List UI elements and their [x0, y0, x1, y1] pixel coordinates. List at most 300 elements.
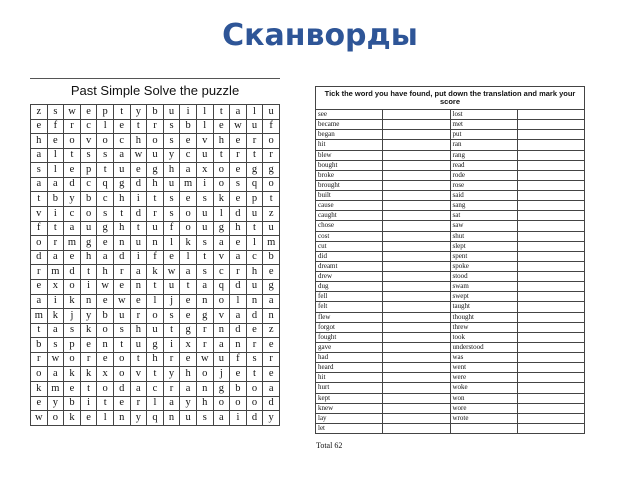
grid-cell[interactable]: t	[47, 221, 64, 236]
translation-cell[interactable]	[517, 180, 584, 190]
grid-cell[interactable]: e	[230, 134, 247, 149]
translation-cell[interactable]	[383, 423, 450, 433]
translation-cell[interactable]	[383, 312, 450, 322]
grid-cell[interactable]: t	[147, 279, 164, 294]
grid-cell[interactable]: a	[130, 381, 147, 396]
translation-cell[interactable]	[383, 130, 450, 140]
translation-cell[interactable]	[383, 363, 450, 373]
grid-cell[interactable]: r	[246, 134, 263, 149]
grid-cell[interactable]: g	[263, 163, 280, 178]
grid-cell[interactable]: d	[230, 279, 247, 294]
grid-cell[interactable]: l	[196, 105, 213, 120]
translation-cell[interactable]	[383, 201, 450, 211]
grid-cell[interactable]: y	[47, 396, 64, 411]
grid-cell[interactable]: s	[163, 119, 180, 134]
grid-cell[interactable]: w	[97, 279, 114, 294]
grid-cell[interactable]: i	[180, 105, 197, 120]
grid-cell[interactable]: s	[64, 323, 81, 338]
grid-cell[interactable]: o	[230, 396, 247, 411]
translation-cell[interactable]	[517, 191, 584, 201]
grid-cell[interactable]: c	[113, 134, 130, 149]
grid-cell[interactable]: f	[147, 250, 164, 265]
translation-cell[interactable]	[383, 180, 450, 190]
grid-cell[interactable]: r	[47, 236, 64, 251]
translation-cell[interactable]	[517, 342, 584, 352]
grid-cell[interactable]: e	[263, 265, 280, 280]
grid-cell[interactable]: h	[147, 352, 164, 367]
grid-cell[interactable]: n	[80, 294, 97, 309]
grid-cell[interactable]: e	[31, 279, 48, 294]
grid-cell[interactable]: i	[230, 411, 247, 426]
grid-cell[interactable]: s	[246, 352, 263, 367]
grid-cell[interactable]: c	[80, 177, 97, 192]
grid-cell[interactable]: d	[230, 207, 247, 222]
grid-cell[interactable]: e	[163, 250, 180, 265]
translation-cell[interactable]	[517, 221, 584, 231]
grid-cell[interactable]: h	[196, 396, 213, 411]
grid-cell[interactable]: g	[213, 381, 230, 396]
grid-cell[interactable]: k	[64, 367, 81, 382]
grid-cell[interactable]: o	[97, 323, 114, 338]
grid-cell[interactable]: e	[97, 294, 114, 309]
grid-cell[interactable]: o	[64, 134, 81, 149]
grid-cell[interactable]: o	[97, 381, 114, 396]
translation-cell[interactable]	[383, 120, 450, 130]
grid-cell[interactable]: e	[213, 119, 230, 134]
grid-cell[interactable]: s	[196, 192, 213, 207]
translation-cell[interactable]	[383, 332, 450, 342]
grid-cell[interactable]: a	[213, 338, 230, 353]
grid-cell[interactable]: g	[263, 279, 280, 294]
grid-cell[interactable]: b	[31, 338, 48, 353]
translation-cell[interactable]	[517, 302, 584, 312]
translation-cell[interactable]	[383, 221, 450, 231]
grid-cell[interactable]: w	[113, 294, 130, 309]
grid-cell[interactable]: b	[97, 309, 114, 324]
grid-cell[interactable]: a	[196, 279, 213, 294]
grid-cell[interactable]: d	[130, 177, 147, 192]
grid-cell[interactable]: t	[31, 323, 48, 338]
translation-cell[interactable]	[383, 191, 450, 201]
grid-cell[interactable]: k	[180, 236, 197, 251]
grid-cell[interactable]: i	[47, 294, 64, 309]
grid-cell[interactable]: t	[246, 221, 263, 236]
translation-cell[interactable]	[517, 170, 584, 180]
translation-cell[interactable]	[517, 363, 584, 373]
grid-cell[interactable]: w	[47, 352, 64, 367]
grid-cell[interactable]: h	[213, 134, 230, 149]
translation-cell[interactable]	[517, 423, 584, 433]
translation-cell[interactable]	[517, 393, 584, 403]
grid-cell[interactable]: x	[47, 279, 64, 294]
grid-cell[interactable]: i	[47, 207, 64, 222]
grid-cell[interactable]: q	[147, 411, 164, 426]
grid-cell[interactable]: v	[130, 367, 147, 382]
grid-cell[interactable]: e	[31, 396, 48, 411]
grid-cell[interactable]: p	[97, 105, 114, 120]
grid-cell[interactable]: s	[113, 323, 130, 338]
grid-cell[interactable]: h	[180, 367, 197, 382]
grid-cell[interactable]: e	[80, 338, 97, 353]
grid-cell[interactable]: h	[163, 163, 180, 178]
grid-cell[interactable]: n	[163, 411, 180, 426]
translation-cell[interactable]	[517, 322, 584, 332]
grid-cell[interactable]: u	[113, 163, 130, 178]
grid-cell[interactable]: d	[113, 381, 130, 396]
grid-cell[interactable]: x	[180, 338, 197, 353]
grid-cell[interactable]: n	[130, 279, 147, 294]
translation-cell[interactable]	[383, 322, 450, 332]
grid-cell[interactable]: e	[263, 338, 280, 353]
grid-cell[interactable]: l	[246, 236, 263, 251]
grid-cell[interactable]: v	[213, 250, 230, 265]
grid-cell[interactable]: l	[97, 411, 114, 426]
grid-cell[interactable]: c	[64, 207, 81, 222]
grid-cell[interactable]: e	[64, 381, 81, 396]
grid-cell[interactable]: a	[163, 396, 180, 411]
grid-cell[interactable]: d	[31, 250, 48, 265]
grid-cell[interactable]: m	[64, 236, 81, 251]
grid-cell[interactable]: r	[80, 352, 97, 367]
grid-cell[interactable]: f	[230, 352, 247, 367]
grid-cell[interactable]: b	[64, 396, 81, 411]
grid-cell[interactable]: p	[80, 163, 97, 178]
grid-cell[interactable]: o	[213, 163, 230, 178]
grid-cell[interactable]: h	[246, 265, 263, 280]
grid-cell[interactable]: o	[246, 396, 263, 411]
grid-cell[interactable]: w	[230, 119, 247, 134]
grid-cell[interactable]: y	[80, 309, 97, 324]
grid-cell[interactable]: g	[97, 221, 114, 236]
grid-cell[interactable]: p	[64, 338, 81, 353]
grid-cell[interactable]: r	[163, 352, 180, 367]
grid-cell[interactable]: d	[64, 265, 81, 280]
grid-cell[interactable]: h	[147, 177, 164, 192]
grid-cell[interactable]: c	[180, 148, 197, 163]
grid-cell[interactable]: w	[130, 148, 147, 163]
grid-cell[interactable]: s	[97, 207, 114, 222]
grid-cell[interactable]: o	[263, 177, 280, 192]
grid-cell[interactable]: e	[246, 323, 263, 338]
grid-cell[interactable]: u	[163, 105, 180, 120]
grid-cell[interactable]: t	[213, 105, 230, 120]
grid-cell[interactable]: n	[196, 381, 213, 396]
grid-cell[interactable]: e	[263, 367, 280, 382]
grid-cell[interactable]: m	[47, 265, 64, 280]
grid-cell[interactable]: s	[47, 338, 64, 353]
grid-cell[interactable]: s	[31, 163, 48, 178]
grid-cell[interactable]: p	[246, 192, 263, 207]
grid-cell[interactable]: d	[246, 411, 263, 426]
grid-cell[interactable]: t	[113, 338, 130, 353]
grid-cell[interactable]: h	[97, 265, 114, 280]
grid-cell[interactable]: o	[31, 236, 48, 251]
grid-cell[interactable]: y	[64, 192, 81, 207]
grid-cell[interactable]: c	[80, 119, 97, 134]
grid-cell[interactable]: c	[246, 250, 263, 265]
grid-cell[interactable]: s	[163, 207, 180, 222]
grid-cell[interactable]: d	[130, 207, 147, 222]
grid-cell[interactable]: g	[213, 221, 230, 236]
grid-cell[interactable]: a	[31, 177, 48, 192]
grid-cell[interactable]: o	[64, 352, 81, 367]
grid-cell[interactable]: o	[113, 367, 130, 382]
grid-cell[interactable]: r	[196, 338, 213, 353]
grid-cell[interactable]: l	[97, 119, 114, 134]
grid-cell[interactable]: a	[263, 294, 280, 309]
grid-cell[interactable]: q	[246, 177, 263, 192]
grid-cell[interactable]: r	[246, 338, 263, 353]
grid-cell[interactable]: o	[213, 177, 230, 192]
grid-cell[interactable]: m	[47, 381, 64, 396]
grid-cell[interactable]: h	[130, 323, 147, 338]
grid-cell[interactable]: t	[130, 352, 147, 367]
grid-cell[interactable]: q	[97, 177, 114, 192]
grid-cell[interactable]: u	[163, 279, 180, 294]
grid-cell[interactable]: o	[147, 309, 164, 324]
grid-cell[interactable]: a	[180, 265, 197, 280]
grid-cell[interactable]: t	[130, 119, 147, 134]
grid-cell[interactable]: r	[130, 309, 147, 324]
grid-cell[interactable]: a	[230, 250, 247, 265]
grid-cell[interactable]: s	[163, 134, 180, 149]
grid-cell[interactable]: q	[213, 279, 230, 294]
grid-cell[interactable]: n	[196, 294, 213, 309]
grid-cell[interactable]: t	[31, 192, 48, 207]
grid-cell[interactable]: a	[113, 148, 130, 163]
grid-cell[interactable]: e	[230, 367, 247, 382]
grid-cell[interactable]: r	[230, 265, 247, 280]
grid-cell[interactable]: e	[180, 294, 197, 309]
grid-cell[interactable]: f	[263, 119, 280, 134]
grid-cell[interactable]: c	[213, 265, 230, 280]
grid-cell[interactable]: a	[47, 250, 64, 265]
grid-cell[interactable]: o	[180, 221, 197, 236]
grid-cell[interactable]: e	[180, 192, 197, 207]
grid-cell[interactable]: a	[31, 294, 48, 309]
grid-cell[interactable]: u	[130, 338, 147, 353]
translation-cell[interactable]	[517, 130, 584, 140]
grid-cell[interactable]: u	[130, 236, 147, 251]
grid-cell[interactable]: o	[213, 396, 230, 411]
grid-cell[interactable]: n	[246, 294, 263, 309]
grid-cell[interactable]: y	[180, 396, 197, 411]
grid-cell[interactable]: o	[97, 134, 114, 149]
grid-cell[interactable]: a	[31, 148, 48, 163]
grid-cell[interactable]: e	[64, 163, 81, 178]
grid-cell[interactable]: t	[196, 250, 213, 265]
grid-cell[interactable]: m	[31, 309, 48, 324]
grid-cell[interactable]: u	[196, 148, 213, 163]
grid-cell[interactable]: g	[147, 163, 164, 178]
grid-cell[interactable]: w	[196, 352, 213, 367]
translation-cell[interactable]	[383, 342, 450, 352]
grid-cell[interactable]: e	[80, 105, 97, 120]
grid-cell[interactable]: l	[180, 250, 197, 265]
translation-cell[interactable]	[517, 413, 584, 423]
grid-cell[interactable]: t	[80, 381, 97, 396]
translation-cell[interactable]	[517, 312, 584, 322]
grid-cell[interactable]: m	[180, 177, 197, 192]
grid-cell[interactable]: i	[130, 250, 147, 265]
grid-cell[interactable]: t	[147, 367, 164, 382]
grid-cell[interactable]: d	[113, 250, 130, 265]
grid-cell[interactable]: l	[230, 294, 247, 309]
grid-cell[interactable]: g	[196, 309, 213, 324]
grid-cell[interactable]: t	[97, 396, 114, 411]
grid-cell[interactable]: r	[130, 396, 147, 411]
grid-cell[interactable]: x	[97, 367, 114, 382]
grid-cell[interactable]: t	[64, 148, 81, 163]
grid-cell[interactable]: w	[31, 411, 48, 426]
grid-cell[interactable]: h	[113, 221, 130, 236]
translation-cell[interactable]	[383, 150, 450, 160]
grid-cell[interactable]: o	[263, 134, 280, 149]
grid-cell[interactable]: u	[246, 119, 263, 134]
translation-cell[interactable]	[517, 251, 584, 261]
grid-cell[interactable]: d	[64, 177, 81, 192]
grid-cell[interactable]: t	[130, 221, 147, 236]
grid-cell[interactable]: f	[31, 221, 48, 236]
grid-cell[interactable]: c	[97, 192, 114, 207]
grid-cell[interactable]: t	[147, 192, 164, 207]
grid-cell[interactable]: v	[31, 207, 48, 222]
grid-cell[interactable]: i	[80, 396, 97, 411]
grid-cell[interactable]: b	[80, 192, 97, 207]
translation-cell[interactable]	[383, 383, 450, 393]
grid-cell[interactable]: i	[196, 177, 213, 192]
grid-cell[interactable]: j	[213, 367, 230, 382]
grid-cell[interactable]: h	[230, 221, 247, 236]
grid-cell[interactable]: k	[64, 294, 81, 309]
grid-cell[interactable]: o	[246, 381, 263, 396]
grid-cell[interactable]: u	[147, 148, 164, 163]
grid-cell[interactable]: n	[230, 338, 247, 353]
grid-cell[interactable]: o	[80, 207, 97, 222]
translation-cell[interactable]	[383, 110, 450, 120]
grid-cell[interactable]: e	[97, 352, 114, 367]
translation-cell[interactable]	[517, 110, 584, 120]
translation-cell[interactable]	[383, 211, 450, 221]
grid-cell[interactable]: a	[213, 236, 230, 251]
grid-cell[interactable]: v	[196, 134, 213, 149]
grid-cell[interactable]: m	[263, 236, 280, 251]
translation-cell[interactable]	[517, 332, 584, 342]
translation-cell[interactable]	[383, 373, 450, 383]
grid-cell[interactable]: o	[213, 294, 230, 309]
grid-cell[interactable]: z	[31, 105, 48, 120]
grid-cell[interactable]: u	[263, 105, 280, 120]
grid-cell[interactable]: y	[130, 105, 147, 120]
grid-cell[interactable]: a	[64, 221, 81, 236]
grid-cell[interactable]: y	[163, 148, 180, 163]
translation-cell[interactable]	[517, 403, 584, 413]
translation-cell[interactable]	[517, 150, 584, 160]
translation-cell[interactable]	[383, 413, 450, 423]
grid-cell[interactable]: a	[263, 381, 280, 396]
grid-cell[interactable]: l	[196, 119, 213, 134]
grid-cell[interactable]: j	[163, 294, 180, 309]
translation-cell[interactable]	[517, 261, 584, 271]
grid-cell[interactable]: a	[47, 323, 64, 338]
grid-cell[interactable]: e	[64, 250, 81, 265]
grid-cell[interactable]: l	[47, 148, 64, 163]
grid-cell[interactable]: t	[246, 367, 263, 382]
translation-cell[interactable]	[517, 272, 584, 282]
grid-cell[interactable]: r	[163, 381, 180, 396]
translation-cell[interactable]	[383, 403, 450, 413]
grid-cell[interactable]: s	[196, 411, 213, 426]
grid-cell[interactable]: b	[230, 381, 247, 396]
grid-cell[interactable]: n	[263, 309, 280, 324]
grid-cell[interactable]: e	[97, 236, 114, 251]
translation-cell[interactable]	[383, 231, 450, 241]
grid-cell[interactable]: v	[213, 309, 230, 324]
translation-cell[interactable]	[383, 302, 450, 312]
grid-cell[interactable]: c	[147, 381, 164, 396]
grid-cell[interactable]: e	[180, 352, 197, 367]
grid-cell[interactable]: d	[230, 323, 247, 338]
grid-cell[interactable]: s	[196, 236, 213, 251]
grid-cell[interactable]: e	[180, 309, 197, 324]
grid-cell[interactable]: u	[246, 279, 263, 294]
grid-cell[interactable]: h	[31, 134, 48, 149]
grid-cell[interactable]: k	[213, 192, 230, 207]
grid-cell[interactable]: u	[113, 309, 130, 324]
grid-cell[interactable]: k	[31, 381, 48, 396]
grid-cell[interactable]: e	[113, 119, 130, 134]
grid-cell[interactable]: a	[47, 177, 64, 192]
translation-cell[interactable]	[517, 282, 584, 292]
grid-cell[interactable]: u	[213, 352, 230, 367]
grid-cell[interactable]: y	[130, 411, 147, 426]
grid-cell[interactable]: u	[180, 411, 197, 426]
translation-cell[interactable]	[517, 373, 584, 383]
grid-cell[interactable]: r	[113, 265, 130, 280]
grid-cell[interactable]: z	[263, 323, 280, 338]
grid-cell[interactable]: t	[113, 105, 130, 120]
grid-cell[interactable]: a	[180, 163, 197, 178]
grid-cell[interactable]: r	[230, 148, 247, 163]
grid-cell[interactable]: n	[113, 411, 130, 426]
grid-cell[interactable]: l	[147, 294, 164, 309]
grid-cell[interactable]: e	[180, 134, 197, 149]
grid-cell[interactable]: t	[180, 279, 197, 294]
grid-cell[interactable]: b	[47, 192, 64, 207]
grid-cell[interactable]: u	[163, 177, 180, 192]
grid-cell[interactable]: o	[196, 367, 213, 382]
grid-cell[interactable]: s	[163, 192, 180, 207]
grid-cell[interactable]: n	[113, 236, 130, 251]
grid-cell[interactable]: r	[64, 119, 81, 134]
grid-cell[interactable]: n	[213, 323, 230, 338]
grid-cell[interactable]: r	[263, 352, 280, 367]
grid-cell[interactable]: t	[80, 265, 97, 280]
grid-cell[interactable]: u	[147, 221, 164, 236]
translation-cell[interactable]	[517, 201, 584, 211]
grid-cell[interactable]: w	[64, 105, 81, 120]
grid-cell[interactable]: k	[147, 265, 164, 280]
translation-cell[interactable]	[517, 292, 584, 302]
grid-cell[interactable]: w	[163, 265, 180, 280]
translation-cell[interactable]	[517, 160, 584, 170]
grid-cell[interactable]: l	[47, 163, 64, 178]
grid-cell[interactable]: e	[230, 192, 247, 207]
translation-cell[interactable]	[383, 241, 450, 251]
grid-cell[interactable]: u	[196, 207, 213, 222]
grid-cell[interactable]: d	[246, 309, 263, 324]
translation-cell[interactable]	[383, 261, 450, 271]
